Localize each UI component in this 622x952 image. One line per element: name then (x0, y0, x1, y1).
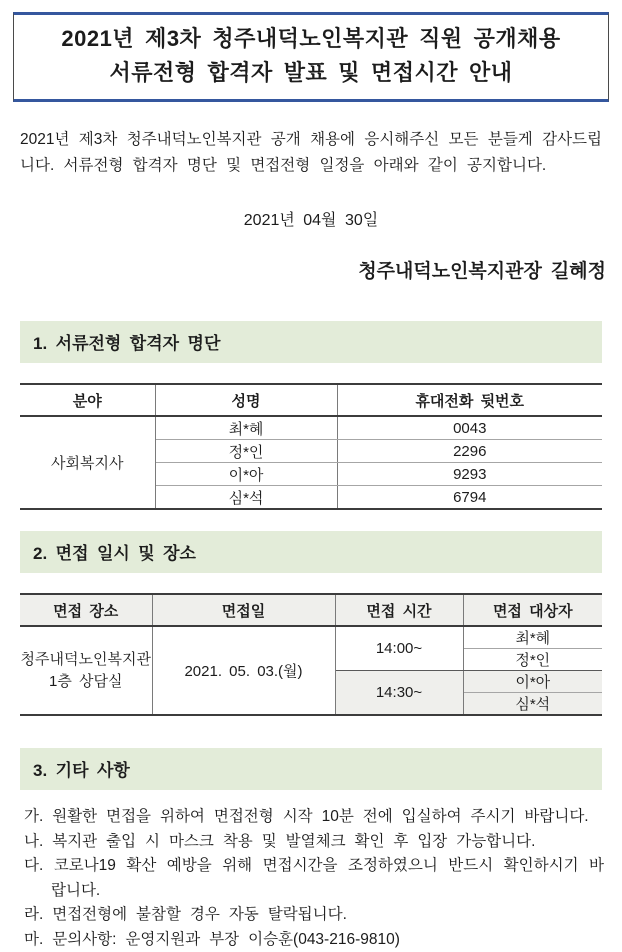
col-header-phone: 휴대전화 뒷번호 (337, 384, 602, 416)
document-title-line1: 2021년 제3차 청주내덕노인복지관 직원 공개채용 (14, 22, 608, 56)
table-row (20, 416, 602, 440)
note-item-ga: 가. 원활한 면접을 위하여 면접전형 시작 10분 전에 입실하여 주시기 바랍니다. (24, 805, 604, 830)
candidate-cell: 심*석 (463, 693, 602, 716)
table-header-row (20, 384, 602, 416)
name-cell: 심*석 (155, 486, 337, 510)
document-title (13, 12, 609, 102)
notes-list (24, 805, 604, 952)
section1-heading: 1. 서류전형 합격자 명단 (20, 321, 602, 363)
note-item-ra: 라. 면접전형에 불참할 경우 자동 탈락됩니다. (24, 903, 604, 928)
phone-cell: 2296 (337, 440, 602, 463)
time-slot-cell: 14:30~ (335, 671, 463, 716)
intro-paragraph: 2021년 제3차 청주내덕노인복지관 공개 채용에 응시해주신 모든 분들게 감사드립니다. 서류전형 합격자 명단 및 면접전형 일정을 아래와 같이 공지합니다. (20, 127, 602, 179)
table-row (20, 626, 602, 649)
col-header-candidates: 면접 대상자 (463, 594, 602, 626)
document-title-line2: 서류전형 합격자 발표 및 면접시간 안내 (14, 56, 608, 90)
col-header-time: 면접 시간 (335, 594, 463, 626)
phone-cell: 6794 (337, 486, 602, 510)
col-header-field: 분야 (20, 384, 155, 416)
note-item-na: 나. 복지관 출입 시 마스크 착용 및 발열체크 확인 후 입장 가능합니다. (24, 830, 604, 855)
note-item-ma: 마. 문의사항: 운영지원과 부장 이승훈(043-216-9810) (24, 928, 604, 952)
interview-schedule-table (20, 593, 602, 716)
notice-document (0, 12, 622, 910)
name-cell: 이*아 (155, 463, 337, 486)
col-header-date: 면접일 (152, 594, 335, 626)
section2-heading: 2. 면접 일시 및 장소 (20, 531, 602, 573)
candidate-cell: 이*아 (463, 671, 602, 693)
name-cell: 정*인 (155, 440, 337, 463)
pass-list-table (20, 383, 602, 510)
section3-heading: 3. 기타 사항 (20, 748, 602, 790)
phone-cell: 9293 (337, 463, 602, 486)
announcement-date: 2021년 04월 30일 (0, 207, 622, 230)
candidate-cell: 최*혜 (463, 626, 602, 649)
interview-date-cell: 2021. 05. 03.(월) (152, 626, 335, 715)
time-slot-cell: 14:00~ (335, 626, 463, 671)
interview-place-line1: 청주내덕노인복지관 (20, 649, 152, 671)
candidate-cell: 정*인 (463, 649, 602, 671)
interview-place-cell (20, 626, 152, 715)
field-cell: 사회복지사 (20, 416, 155, 509)
table-header-row (20, 594, 602, 626)
interview-place-line2: 1층 상담실 (20, 671, 152, 693)
col-header-place: 면접 장소 (20, 594, 152, 626)
phone-cell: 0043 (337, 416, 602, 440)
signature-line: 청주내덕노인복지관장 길혜정 (0, 256, 606, 283)
name-cell: 최*혜 (155, 416, 337, 440)
col-header-name: 성명 (155, 384, 337, 416)
note-item-da: 다. 코로나19 확산 예방을 위해 면접시간을 조정하였으니 반드시 확인하시기 바랍니다. (24, 854, 604, 903)
